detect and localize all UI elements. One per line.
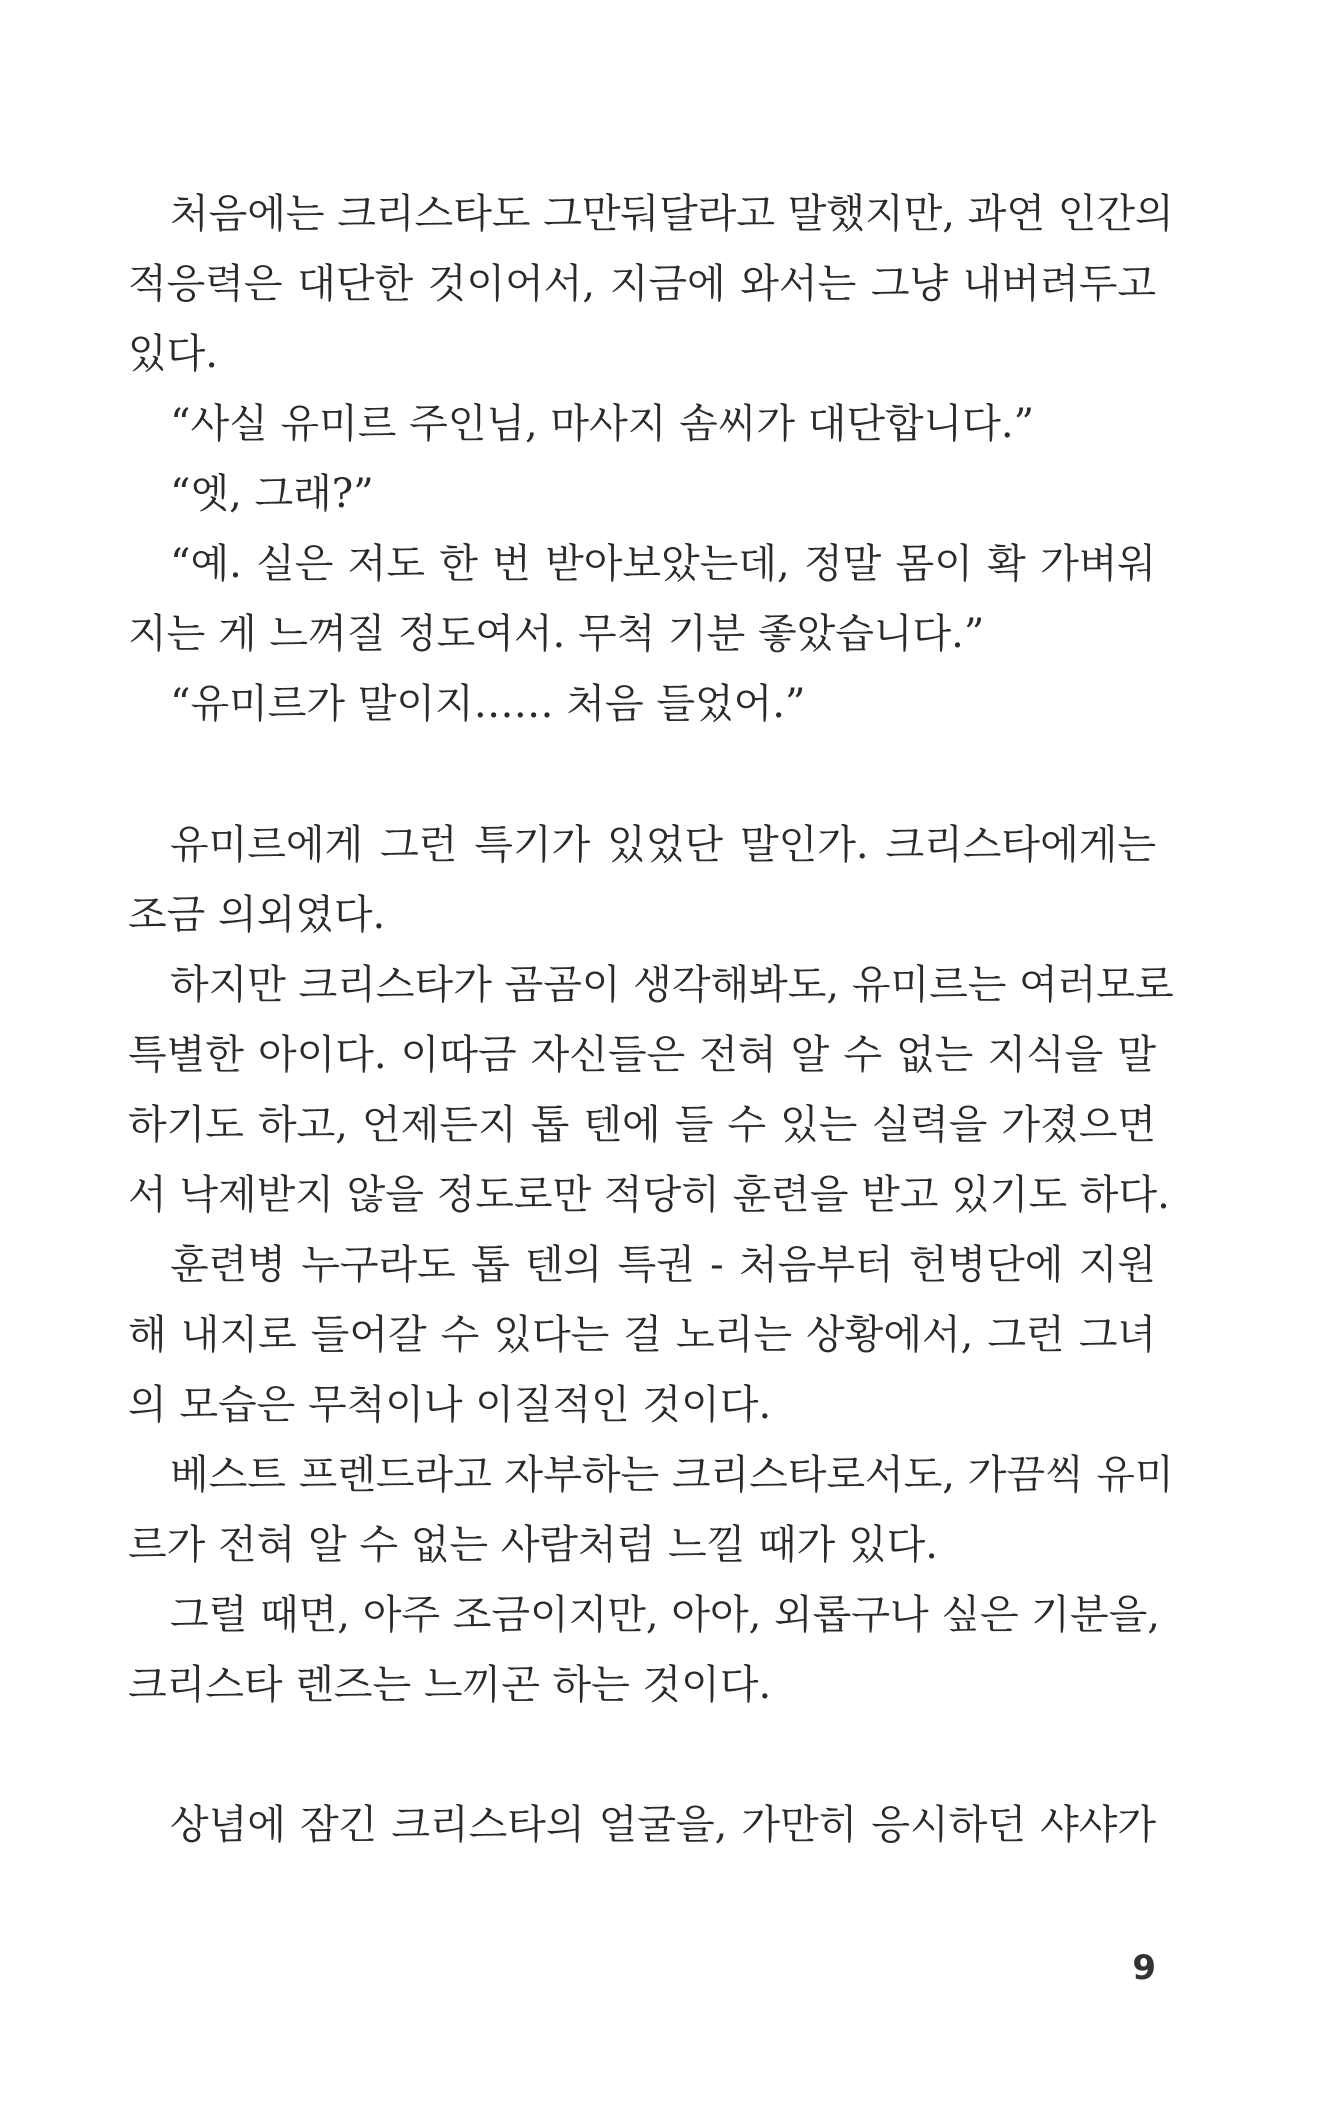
text-line: 의 모습은 무척이나 이질적인 것이다. bbox=[128, 1382, 772, 1428]
text-line: “예. 실은 저도 한 번 받아보았는데, 정말 몸이 확 가벼워 bbox=[170, 541, 1156, 587]
text-line: 훈련병 누구라도 톱 텐의 특권 - 처음부터 헌병단에 지원 bbox=[170, 1242, 1156, 1288]
text-line: 베스트 프렌드라고 자부하는 크리스타로서도, 가끔씩 유미 bbox=[170, 1452, 1174, 1498]
text-line: 특별한 아이다. 이따금 자신들은 전혀 알 수 없는 지식을 말 bbox=[128, 1032, 1156, 1078]
text-line: 처음에는 크리스타도 그만둬달라고 말했지만, 과연 인간의 bbox=[170, 191, 1174, 237]
text-line: 지는 게 느껴질 정도여서. 무척 기분 좋았습니다.” bbox=[128, 611, 985, 657]
text-line: 해 내지로 들어갈 수 있다는 걸 노리는 상황에서, 그런 그녀 bbox=[128, 1312, 1156, 1358]
text-line: 하지만 크리스타가 곰곰이 생각해봐도, 유미르는 여러모로 bbox=[170, 962, 1174, 1008]
text-line: 상념에 잠긴 크리스타의 얼굴을, 가만히 응시하던 샤샤가 bbox=[170, 1802, 1156, 1848]
text-line: “사실 유미르 주인님, 마사지 솜씨가 대단합니다.” bbox=[170, 401, 1035, 447]
text-line: “엣, 그래?” bbox=[170, 471, 374, 517]
text-line: 있다. bbox=[128, 331, 218, 377]
text-line: 하기도 하고, 언제든지 톱 텐에 들 수 있는 실력을 가졌으면 bbox=[128, 1102, 1156, 1148]
text-line: 유미르에게 그런 특기가 있었단 말인가. 크리스타에게는 bbox=[170, 822, 1156, 868]
text-line: 조금 의외였다. bbox=[128, 892, 386, 938]
text-line: “유미르가 말이지…… 처음 들었어.” bbox=[170, 681, 806, 727]
page-number: 9 bbox=[1132, 1948, 1156, 1988]
text-line: 크리스타 렌즈는 느끼곤 하는 것이다. bbox=[128, 1662, 772, 1708]
text-line: 서 낙제받지 않을 정도로만 적당히 훈련을 받고 있기도 하다. bbox=[128, 1172, 1170, 1218]
text-line: 적응력은 대단한 것이어서, 지금에 와서는 그냥 내버려두고 bbox=[128, 261, 1156, 307]
text-line: 그럴 때면, 아주 조금이지만, 아아, 외롭구나 싶은 기분을, bbox=[170, 1592, 1160, 1638]
text-line: 르가 전혀 알 수 없는 사람처럼 느낄 때가 있다. bbox=[128, 1522, 938, 1568]
